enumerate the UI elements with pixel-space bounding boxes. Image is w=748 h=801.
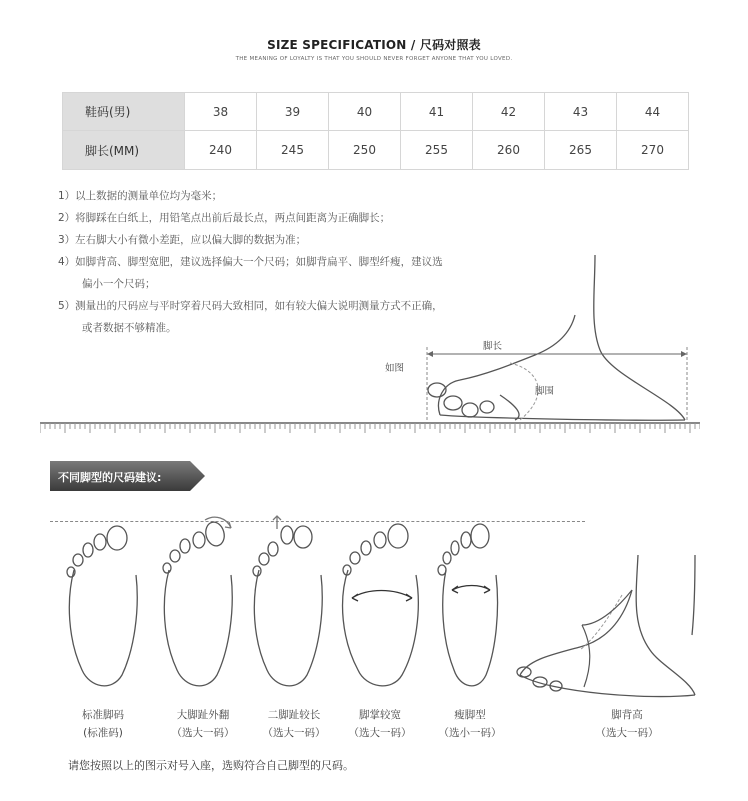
table-cell: 43	[545, 93, 617, 131]
foot-type-caption	[58, 706, 148, 742]
table-cell: 41	[401, 93, 473, 131]
narrow-foot-icon	[430, 518, 510, 700]
table-cell: 240	[185, 131, 257, 170]
table-cell: 265	[545, 131, 617, 170]
table-cell: 40	[329, 93, 401, 131]
girth-label: 脚围	[535, 386, 555, 397]
table-cell: 38	[185, 93, 257, 131]
page-title: SIZE SPECIFICATION / 尺码对照表	[267, 38, 481, 52]
foot-type-name: 标准脚码	[82, 709, 124, 721]
foot-type-caption	[425, 706, 515, 742]
foot-type-caption	[582, 706, 672, 742]
row-header-foot-length: 脚长(MM)	[63, 131, 185, 170]
bunion-foot-icon	[155, 512, 237, 700]
foot-type-name: 脚背高	[611, 709, 643, 721]
foot-type-advice: （选大一码）	[595, 727, 659, 739]
foot-type-name: 脚掌较宽	[359, 709, 401, 721]
table-row	[63, 93, 689, 131]
foot-type-caption	[335, 706, 425, 742]
foot-side-diagram	[415, 255, 700, 425]
row-header-shoe-size: 鞋码(男)	[63, 93, 185, 131]
foot-type-caption	[158, 706, 248, 742]
footer-note: 请您按照以上的图示对号入座，选购符合自己脚型的尺码。	[68, 759, 354, 772]
size-table	[62, 92, 689, 170]
note-line: 3）左右脚大小有微小差距，应以偏大脚的数据为准；	[58, 234, 307, 246]
high-instep-foot-icon	[510, 555, 700, 700]
foot-type-advice: （选小一码）	[438, 727, 502, 739]
length-label: 脚长	[483, 341, 503, 352]
foot-type-advice: （选大一码）	[262, 727, 326, 739]
standard-foot-icon	[62, 520, 144, 700]
table-cell: 250	[329, 131, 401, 170]
table-cell: 260	[473, 131, 545, 170]
foot-type-name: 大脚趾外翻	[176, 709, 230, 721]
long-second-toe-foot-icon	[247, 515, 329, 700]
table-cell: 255	[401, 131, 473, 170]
table-cell: 42	[473, 93, 545, 131]
table-cell: 245	[257, 131, 329, 170]
foot-type-caption	[249, 706, 339, 742]
section-banner: 不同脚型的尺码建议:	[58, 471, 162, 484]
table-cell: 44	[617, 93, 689, 131]
example-label: 如图	[385, 363, 405, 374]
note-line: 5）测量出的尺码应与平时穿着尺码大致相同，如有较大偏大说明测量方式不正确，	[58, 300, 443, 312]
note-line: 1）以上数据的测量单位均为毫米；	[58, 190, 223, 202]
note-line: 偏小一个尺码；	[82, 278, 156, 290]
note-line: 或者数据不够精准。	[82, 322, 177, 334]
note-line: 2）将脚踩在白纸上，用铅笔点出前后最长点，两点间距离为正确脚长；	[58, 212, 391, 224]
foot-type-advice: （选大一码）	[171, 727, 235, 739]
table-cell: 270	[617, 131, 689, 170]
foot-type-advice: (标准码)	[83, 727, 123, 739]
foot-type-name: 二脚趾较长	[267, 709, 321, 721]
note-line: 4）如脚背高、脚型宽肥，建议选择偏大一个尺码；如脚背扁平、脚型纤瘦，建议选	[58, 256, 443, 268]
table-cell: 39	[257, 93, 329, 131]
wide-foot-icon	[338, 518, 424, 700]
page-subtitle: THE MEANING OF LOYALTY IS THAT YOU SHOULD NEVER FORGET ANYONE THAT YOU LOVED.	[235, 56, 513, 62]
foot-type-name: 瘦脚型	[454, 709, 486, 721]
table-row	[63, 131, 689, 170]
foot-type-advice: （选大一码）	[348, 727, 412, 739]
ruler-graphic	[40, 422, 700, 434]
measurement-notes	[58, 185, 443, 339]
